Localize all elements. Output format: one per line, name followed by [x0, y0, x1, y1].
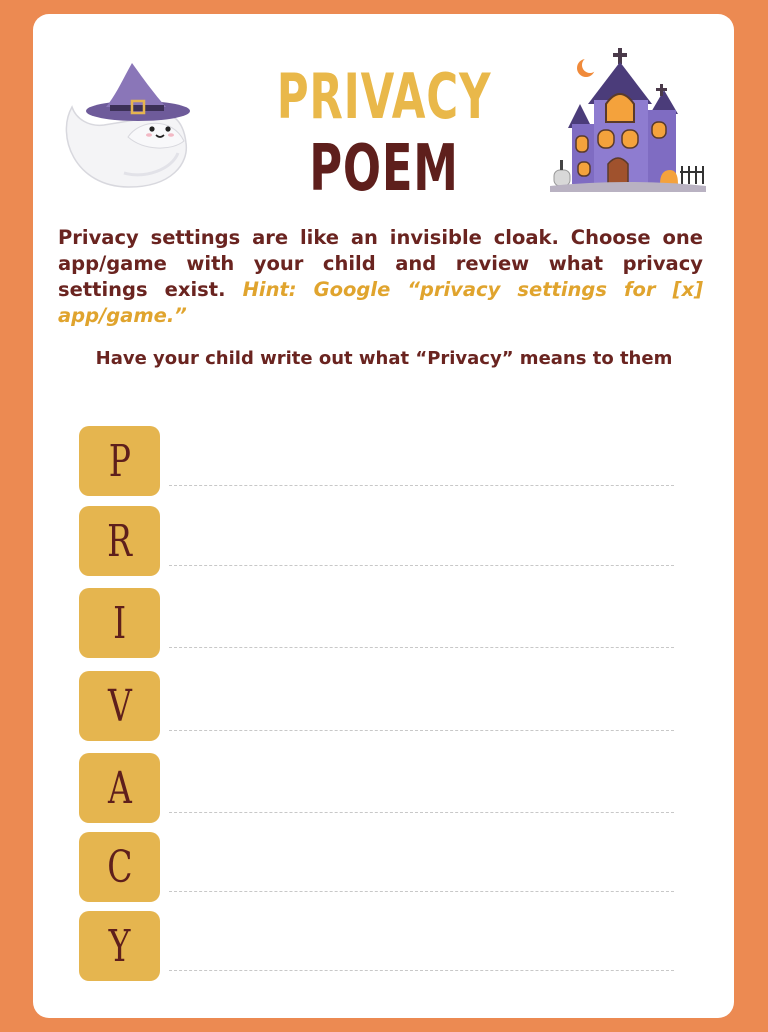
acrostic-row: [79, 506, 679, 576]
writing-line[interactable]: [169, 812, 674, 813]
acrostic-row: [79, 671, 679, 741]
intro-paragraph: [58, 225, 703, 329]
letter-tile: [79, 911, 160, 981]
letter-tile: [79, 671, 160, 741]
writing-line[interactable]: [169, 730, 674, 731]
writing-line[interactable]: [169, 485, 674, 486]
writing-prompt: Have your child write out what “Privacy” means to them: [95, 348, 673, 369]
letter-tile: [79, 753, 160, 823]
intro-hint: Hint: Google “privacy settings for [x] app/game.”: [58, 278, 703, 327]
writing-line[interactable]: [169, 647, 674, 648]
acrostic-letter: A: [107, 762, 132, 814]
acrostic-row: [79, 588, 679, 658]
letter-tile: [79, 588, 160, 658]
acrostic-letter: I: [112, 597, 127, 649]
letter-tile: [79, 506, 160, 576]
writing-line[interactable]: [169, 891, 674, 892]
letter-tile: [79, 832, 160, 902]
title-poem: POEM: [309, 132, 459, 206]
intro-text: Privacy settings are like an invisible cloak. Choose one app/game with your child and review what privacy settings exist.: [58, 226, 703, 301]
writing-line[interactable]: [169, 565, 674, 566]
acrostic-row: [79, 753, 679, 823]
acrostic-letter: R: [107, 515, 132, 567]
acrostic-row: [79, 426, 679, 496]
title-privacy: PRIVACY: [276, 60, 492, 133]
writing-line[interactable]: [169, 970, 674, 971]
acrostic-letter: C: [106, 841, 133, 893]
acrostic-letter: Y: [108, 920, 131, 972]
acrostic-row: [79, 911, 679, 981]
acrostic-letter: P: [108, 435, 131, 487]
acrostic-letter: V: [107, 680, 132, 732]
acrostic-row: [79, 832, 679, 902]
letter-tile: [79, 426, 160, 496]
